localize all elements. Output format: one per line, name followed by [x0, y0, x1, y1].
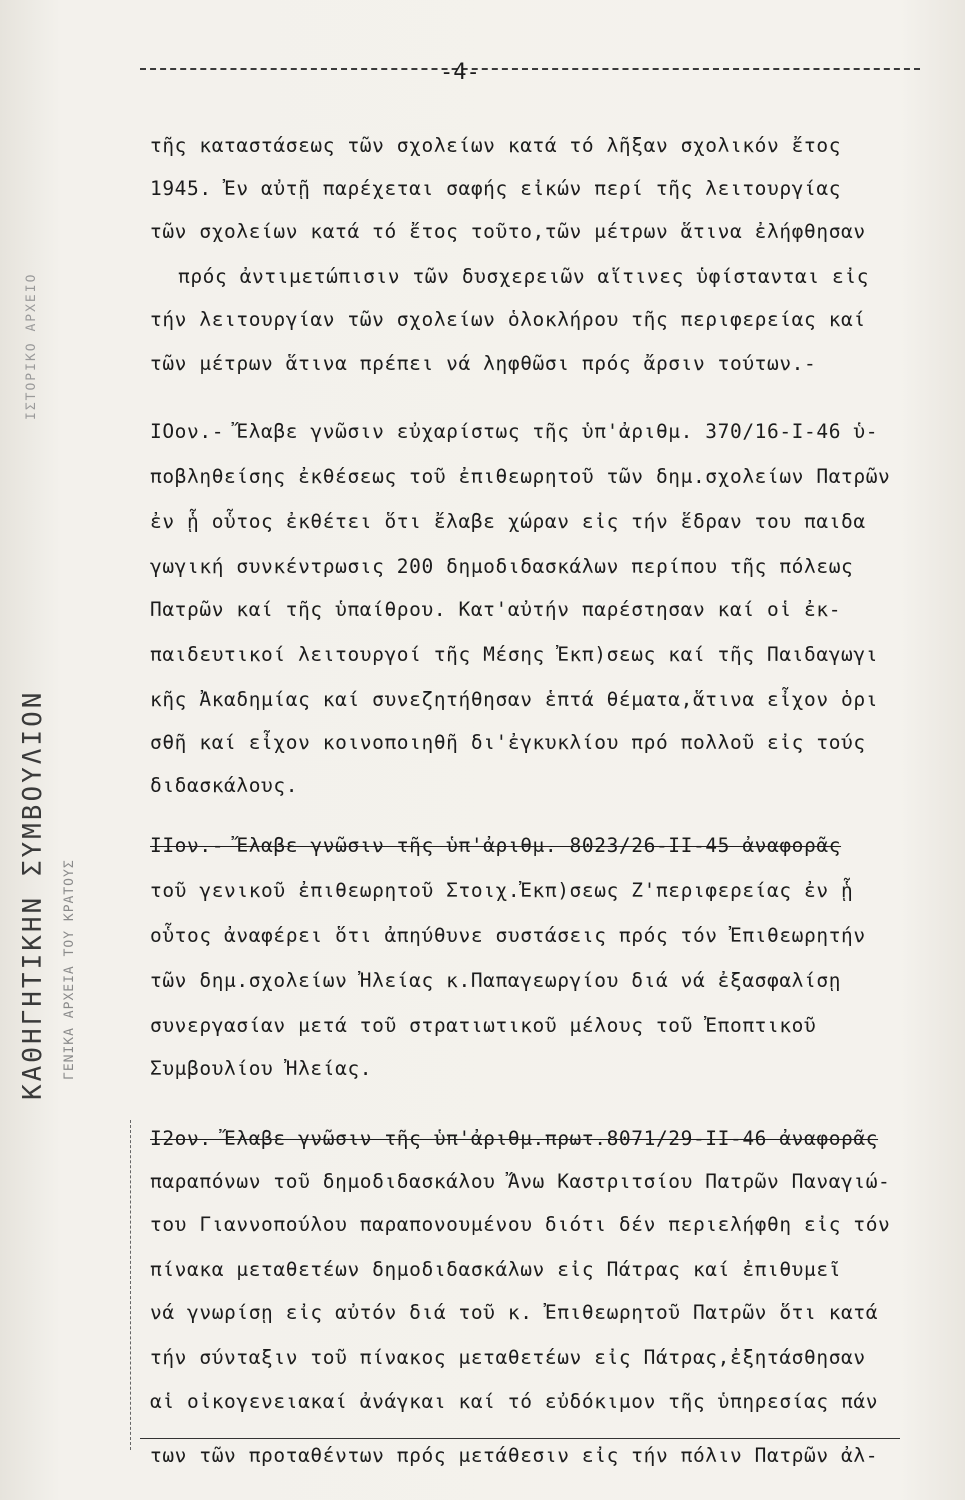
text-line: Πατρῶν καί τῆς ὑπαίθρου. Κατ'αὐτήν παρέστησαν καί οἱ ἐκ- [150, 598, 842, 621]
text-line: IΟον.- Ἔλαβε γνῶσιν εὐχαρίστως τῆς ὑπ'ἀριθμ. 370/16-I-46 ὑ- [150, 420, 879, 443]
text-line: του Γιαννοπούλου παραπονουμένου διότι δέν περιελήφθη εἰς τόν [150, 1213, 891, 1236]
text-line: τοῦ γενικοῦ ἐπιθεωρητοῦ Στοιχ.Ἐκπ)σεως Ζ'περιφερείας ἐν ᾗ [150, 879, 854, 902]
text-line: τήν σύνταξιν τοῦ πίνακος μεταθετέων εἰς Πάτρας,ἐξητάσθησαν [150, 1346, 866, 1369]
text-line: I2ον. Ἔλαβε γνῶσιν τῆς ὑπ'ἀριθμ.πρωτ.8071/29-II-46 ἀναφορᾶς [150, 1127, 879, 1150]
margin-line [130, 1120, 131, 1450]
top-rule [140, 68, 920, 70]
text-line: ἐν ᾗ οὗτος ἐκθέτει ὅτι ἔλαβε χώραν εἰς τήν ἕδραν του παιδα [150, 510, 866, 533]
text-line: IIον.- Ἔλαβε γνῶσιν τῆς ὑπ'ἀριθμ. 8023/26-II-45 ἀναφορᾶς [150, 834, 842, 857]
text-line: σθῆ καί εἶχον κοινοποιηθῆ δι'ἐγκυκλίου πρό πολλοῦ εἰς τούς [150, 731, 866, 754]
page-number: -4- [440, 60, 480, 85]
text-line: παιδευτικοί λειτουργοί τῆς Μέσης Ἐκπ)σεως καί τῆς Παιδαγωγι [150, 643, 879, 666]
text-line: παραπόνων τοῦ δημοδιδασκάλου Ἄνω Καστριτσίου Πατρῶν Παναγιώ- [150, 1170, 891, 1193]
margin-stamp: ΚΑΘΗΓΗΤΙΚΗΝ ΣΥΜΒΟΥΛΙΟΝ [18, 689, 48, 1100]
text-line: τῆς καταστάσεως τῶν σχολείων κατά τό λῆξαν σχολικόν ἔτος [150, 134, 842, 157]
text-line: 1945. Ἐν αὐτῇ παρέχεται σαφής εἰκών περί τῆς λειτουργίας [150, 177, 842, 200]
text-line: πρός ἀντιμετώπισιν τῶν δυσχερειῶν αἵτινες ὑφίστανται εἰς [178, 265, 870, 288]
text-line: των τῶν προταθέντων πρός μετάθεσιν εἰς τήν πόλιν Πατρῶν ἀλ- [150, 1444, 879, 1467]
margin-faint-stamp: ΙΣΤΟΡΙΚΟ ΑΡΧΕΙΟ [24, 272, 39, 420]
text-line: αἱ οἰκογενειακαί ἀνάγκαι καί τό εὐδόκιμον τῆς ὑπηρεσίας πάν [150, 1390, 879, 1413]
text-line: τῶν μέτρων ἅτινα πρέπει νά ληφθῶσι πρός ἄρσιν τούτων.- [150, 352, 817, 375]
bottom-rule [140, 1438, 900, 1439]
margin-stamp-small: ΓΕΝΙΚΑ ΑΡΧΕΙΑ ΤΟΥ ΚΡΑΤΟΥΣ [62, 859, 77, 1080]
text-line: Συμβουλίου Ἠλείας. [150, 1057, 373, 1080]
text-line: τῶν σχολείων κατά τό ἔτος τοῦτο,τῶν μέτρων ἅτινα ἐλήφθησαν [150, 220, 866, 243]
text-line: συνεργασίαν μετά τοῦ στρατιωτικοῦ μέλους τοῦ Ἐποπτικοῦ [150, 1014, 817, 1037]
text-line: πίνακα μεταθετέων δημοδιδασκάλων εἰς Πάτρας καί ἐπιθυμεῖ [150, 1258, 842, 1281]
text-line: διδασκάλους. [150, 774, 299, 797]
text-line: τῶν δημ.σχολείων Ἠλείας κ.Παπαγεωργίου διά νά ἐξασφαλίσῃ [150, 969, 842, 992]
text-line: οὗτος ἀναφέρει ὅτι ἀπηύθυνε συστάσεις πρός τόν Ἐπιθεωρητήν [150, 924, 866, 947]
text-line: ποβληθείσης ἐκθέσεως τοῦ ἐπιθεωρητοῦ τῶν δημ.σχολείων Πατρῶν [150, 465, 891, 488]
text-line: γωγική συνκέντρωσις 200 δημοδιδασκάλων περίπου τῆς πόλεως [150, 555, 854, 578]
text-line: τήν λειτουργίαν τῶν σχολείων ὁλοκλήρου τῆς περιφερείας καί [150, 308, 866, 331]
text-line: κῆς Ἀκαδημίας καί συνεζητήθησαν ἑπτά θέματα,ἅτινα εἶχον ὁρι [150, 688, 879, 711]
text-line: νά γνωρίσῃ εἰς αὐτόν διά τοῦ κ. Ἐπιθεωρητοῦ Πατρῶν ὅτι κατά [150, 1301, 879, 1324]
